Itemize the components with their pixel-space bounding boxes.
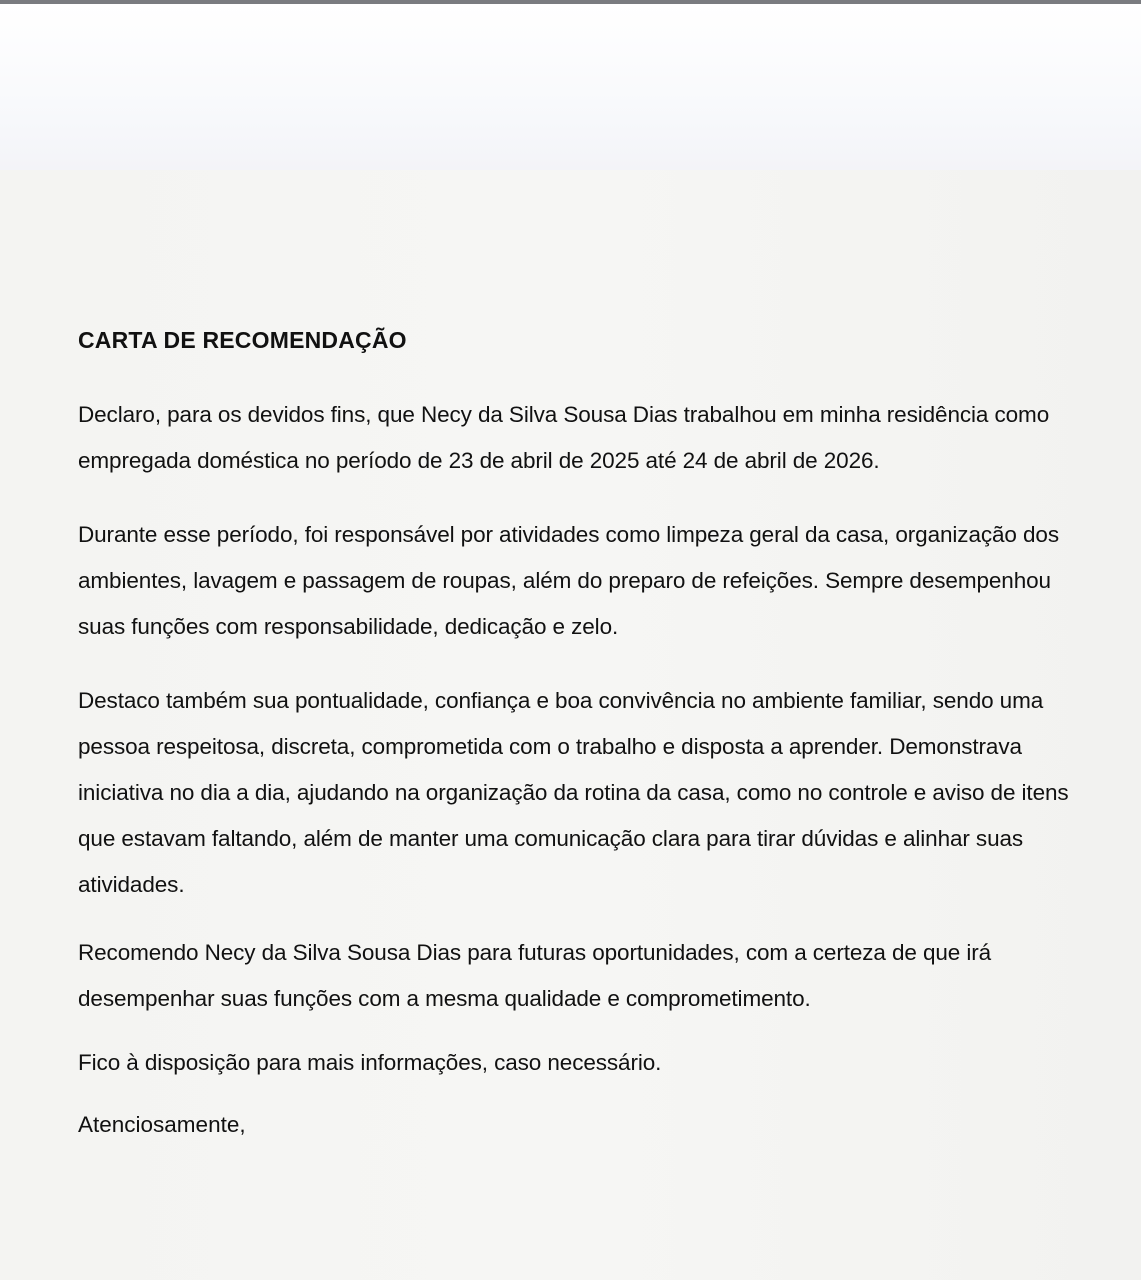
letter-title: CARTA DE RECOMENDAÇÃO [78,327,407,353]
paragraph-declaration: Declaro, para os devidos fins, que Necy da Silva Sousa Dias trabalhou em minha residência como empregada doméstica no período de 23 de abril de 2025 até 24 de abril de 2026. [78,402,1050,473]
paragraph-recommendation: Recomendo Necy da Silva Sousa Dias para futuras oportunidades, com a certeza de que irá desempenhar suas funções com a mesma qualidade e comprometimento. [78,940,992,1011]
paragraph-duties: Durante esse período, foi responsável por atividades como limpeza geral da casa, organização dos ambientes, lavagem e passagem de roupas, além do preparo de refeições. Sempre desempenhou suas funções com responsabilidade, dedicação e zelo. [78,522,1059,639]
letter-body [78,322,1098,1148]
paragraph-qualities: Destaco também sua pontualidade, confiança e boa convivência no ambiente familiar, sendo uma pessoa respeitosa, discreta, comprometida com o trabalho e disposta a aprender. Demonstrava iniciativa no dia a dia, ajudando na organização da rotina da casa, como no controle e aviso de itens que estavam faltando, além de manter uma comunicação clara para tirar dúvidas e alinhar suas atividades. [78,688,1069,897]
letter-closing: Atenciosamente, [78,1112,246,1137]
viewer-header-area [0,4,1141,170]
paragraph-availability: Fico à disposição para mais informações, caso necessário. [78,1050,662,1075]
